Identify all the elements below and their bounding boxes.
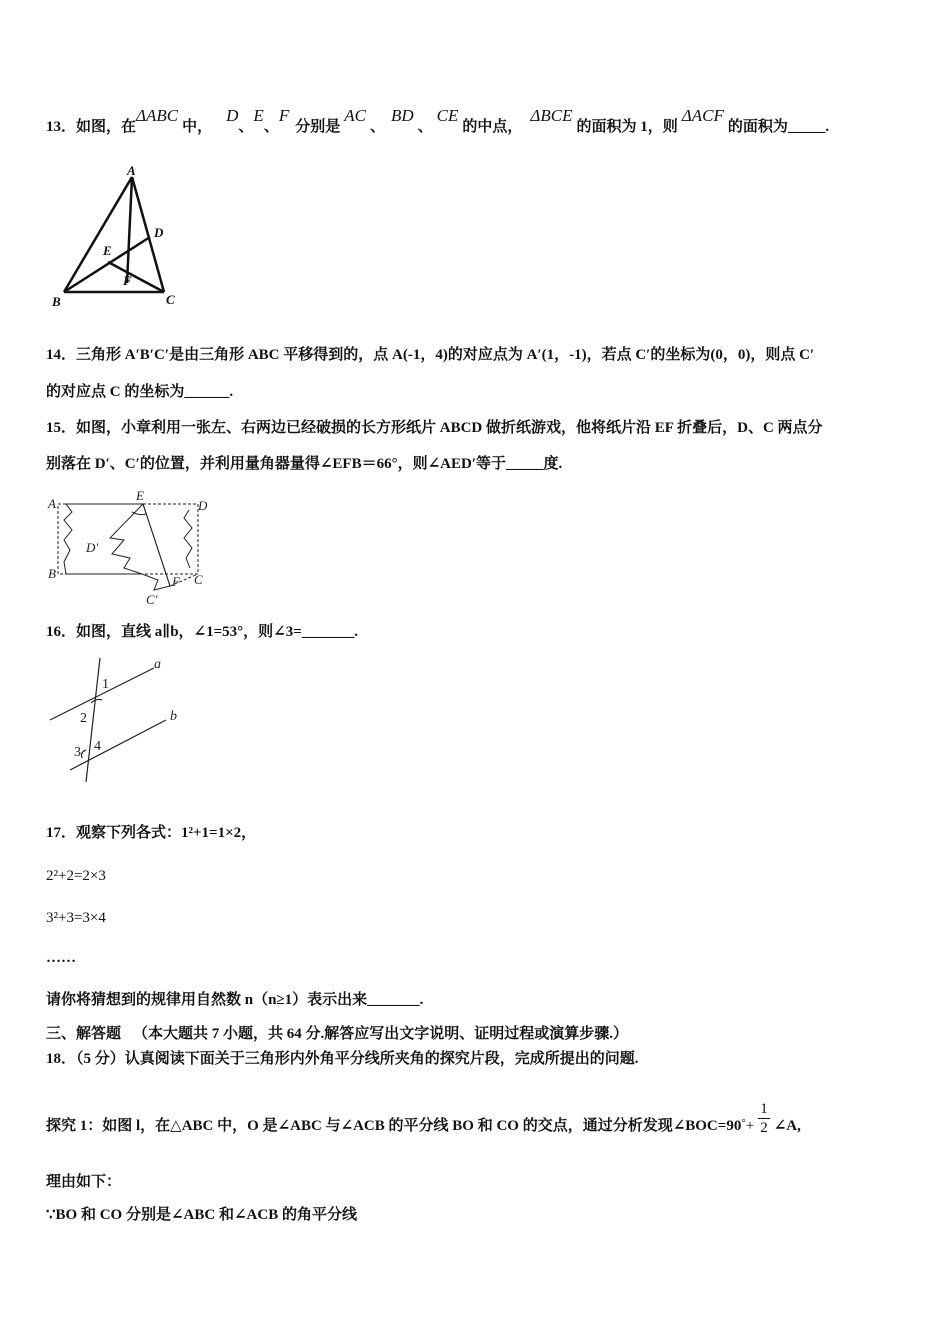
angle-2-label: 2 bbox=[80, 711, 87, 726]
q13-text: 13．如图，在ΔABC中，D、E、F分别是AC、BD、CE的中点，ΔBCE的面积为 1，则ΔACF的面积为_____. bbox=[46, 106, 830, 135]
q17-line3: 3²+3=3×4 bbox=[46, 910, 106, 926]
label-c: C bbox=[194, 572, 203, 587]
label-a: a bbox=[154, 657, 161, 672]
label-e: E bbox=[136, 488, 144, 503]
label-b: B bbox=[48, 566, 56, 581]
section-3-heading bbox=[46, 1024, 628, 1044]
label-d: D bbox=[198, 498, 208, 513]
q18-line1: 18．（5 分）认真阅读下面关于三角形内外角平分线所夹角的探究片段，完成所提出的问题. bbox=[46, 1051, 639, 1067]
triangle-abc: ΔABC bbox=[136, 106, 179, 125]
section-3-desc: （本大题共 7 小题，共 64 分.解答应写出文字说明、证明过程或演算步骤.） bbox=[133, 1026, 629, 1042]
label-c-prime: C′ bbox=[146, 592, 158, 607]
label-d-prime: D′ bbox=[86, 540, 99, 555]
q17-line2: 2²+2=2×3 bbox=[46, 868, 106, 884]
q14-line1: 14．三角形 A′B′C′是由三角形 ABC 平移得到的，点 A(-1，4)的对应点为 A′(1，-1)，若点 C′的坐标为(0，0)，则点 C′ bbox=[46, 347, 815, 363]
fraction-one-half: $\frac{1}{2}$ bbox=[760, 1101, 768, 1136]
figure-13-triangle bbox=[46, 165, 186, 310]
q18-because: ∵BO 和 CO 分别是∠ABC 和∠ACB 的角平分线 bbox=[46, 1207, 357, 1223]
q18-explore: 探究 1：如图 l，在△ABC 中，O 是∠ABC 与∠ACB 的平分线 BO 和 CO 的交点，通过分析发现∠BOC=90°+ $\frac{1}{2}$ ∠A, bbox=[46, 1101, 801, 1136]
section-3-title: 三、解答题 bbox=[46, 1026, 122, 1042]
label-b: B bbox=[52, 294, 61, 309]
label-f: F bbox=[123, 273, 132, 288]
triangle-acf: ΔACF bbox=[681, 106, 724, 125]
q15-line1: 15．如图，小章利用一张左、右两边已经破损的长方形纸片 ABCD 做折纸游戏，他将纸片沿 EF 折叠后，D、C 两点分 bbox=[46, 420, 823, 436]
q16-line1: 16．如图，直线 a∥b，∠1=53°，则∠3=_______. bbox=[46, 624, 359, 640]
label-f: F bbox=[172, 574, 180, 589]
angle-1-label: 1 bbox=[102, 677, 109, 692]
angle-3-label: 3 bbox=[74, 745, 81, 760]
angle-4-label: 4 bbox=[94, 739, 101, 754]
label-a: A bbox=[127, 165, 136, 178]
label-c: C bbox=[166, 292, 175, 307]
figure-16-parallel-lines bbox=[46, 650, 196, 785]
label-b: b bbox=[170, 709, 177, 724]
label-e: E bbox=[103, 243, 112, 258]
q14-line2: 的对应点 C 的坐标为______. bbox=[46, 384, 234, 400]
q17-line4: …… bbox=[46, 950, 76, 966]
q15-line2: 别落在 D′、C′的位置，并利用量角器量得∠EFB＝66°，则∠AED′等于_____度. bbox=[46, 456, 563, 472]
figure-15-folded-paper bbox=[46, 488, 226, 610]
q18-reason: 理由如下： bbox=[46, 1174, 122, 1190]
label-a: A bbox=[48, 496, 56, 511]
label-d: D bbox=[154, 225, 164, 240]
triangle-bce: ΔBCE bbox=[530, 106, 573, 125]
q17-line5: 请你将猜想到的规律用自然数 n（n≥1）表示出来_______. bbox=[46, 992, 424, 1008]
q17-line1: 17．观察下列各式：1²+1=1×2， bbox=[46, 825, 257, 841]
